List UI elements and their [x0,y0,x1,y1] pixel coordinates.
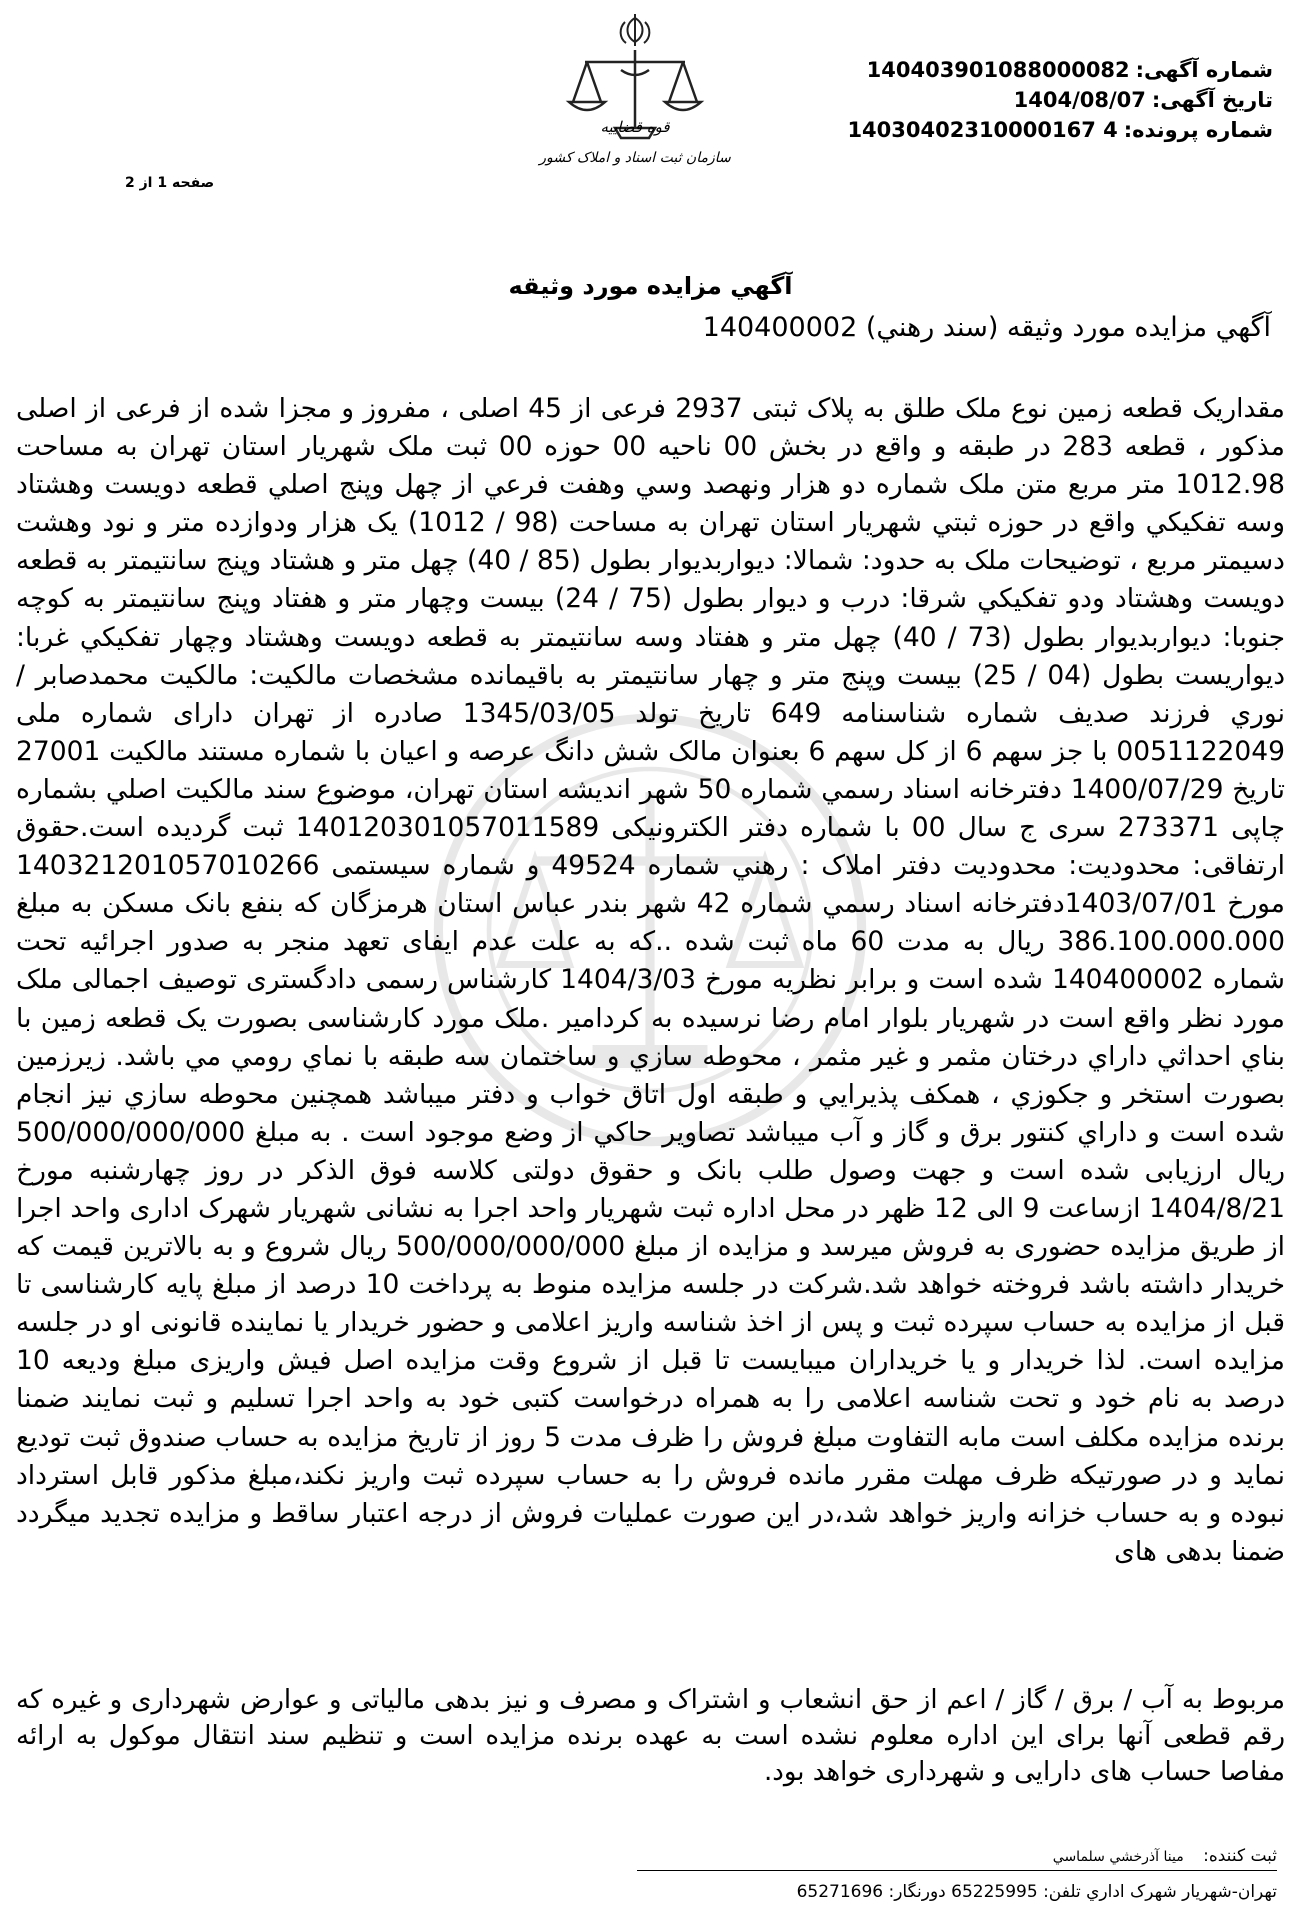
fax-number: 65271696 [796,1882,884,1902]
file-number-label: شماره پرونده: [1123,118,1273,142]
document-title: آگهي مزايده مورد وثيقه [508,272,793,300]
fax-label: دورنگار: [888,1882,946,1902]
address-row [797,1881,1277,1904]
notice-footer [797,1845,1277,1904]
notice-date: 1404/08/07 [1013,88,1146,112]
notice-date-row [753,85,1273,115]
page-number: صفحه 1 از 2 [125,175,215,191]
emblem-line-judiciary: قوه قضاییه [600,118,670,136]
registrar-row [797,1845,1277,1869]
notice-number-label: شماره آگهی: [1135,58,1273,82]
file-number-row [753,115,1273,145]
notice-number-row [753,55,1273,85]
notice-body-tail-text: مربوط به آب / برق / گاز / اعم از حق انشعاب و اشتراک و مصرف و نيز بدهی مالياتی و عوارض شهرداری و غيره که رقم قطعی آنها برای اين اداره معلوم نشده است به عهده برنده مزايده است و تنظيم سند انتقال موکول به ارائه مفاصا حساب های دارایی و شهرداری خواهد بود. [16,1685,1285,1787]
footer-divider [637,1870,1277,1871]
notice-number: 140403901088000082 [866,58,1130,82]
judiciary-scales-emblem-icon [525,10,745,160]
judiciary-emblem [525,10,745,215]
notice-body-text: مقداريک قطعه زمين نوع ملک طلق به پلاک ثبتی 2937 فرعی از 45 اصلی ، مفروز و مجزا شده از فرعی از اصلی مذکور ، قطعه 283 در طبقه و واقع در بخش 00 ناحيه 00 حوزه 00 ثبت ملک شهريار استان تهران به مساحت 1012.98 متر مربع متن ملک شماره دو هزار ونهصد وسي وهفت فرعي از چهل وپنج اصلي قطعه دويست وهشتاد وسه تفکيکي واقع در حوزه ثبتي شهريار استان تهران به مساحت (98 / 1012) يک هزار ودوازده متر و نود وهشت دسيمتر مربع ، توضيحات ملک به حدود: شمالا: ديواربديوار بطول (85 / 40) چهل متر و هشتاد وپنج سانتيمتر به قطعه دويست وهشتاد ودو تفکيکي شرقا: درب و ديوار بطول (75 / 24) بيست وچهار متر و هفتاد وپنج سانتيمتر به کوچه جنوبا: ديواربديوار بطول (73 / 40) چهل متر و هفتاد وسه سانتيمتر به قطعه دويست وهشتاد وچهار تفکيکي غربا: ديواريست بطول (04 / 25) بيست وپنج متر و چهار سانتيمتر به باقيمانده مشخصات مالکيت: مالکيت محمدصابر / نوري فرزند صديف شماره شناسنامه 649 تاريخ تولد 1345/03/05 صادره از تهران دارای شماره ملی 0051122049 با جز سهم 6 از کل سهم 6 بعنوان مالک شش دانگ عرصه و اعيان با شماره مستند مالکيت 27001 تاريخ 1400/07/29 دفترخانه اسناد رسمي شماره 50 شهر انديشه استان تهران، موضوع سند مالکيت اصلي بشماره چاپی 273371 سری ج سال 00 با شماره دفتر الکترونیکی 140120301057011589 ثبت گردیده است.حقوق ارتفاقی: محدوديت: محدوديت دفتر املاک : رهني شماره 49524 و شماره سيستمی 140321201057010266 مورخ 1403/07/01دفترخانه اسناد رسمي شماره 42 شهر بندر عباس استان هرمزگان که بنفع بانک مسکن به مبلغ 386.100.000.000 ريال به مدت 60 ماه ثبت شده ..که به علت عدم ايفای تعهد منجر به صدور اجرائيه تحت شماره 140400002 شده است و برابر نظريه مورخ 1404/3/03 کارشناس رسمی دادگستری توصيف اجمالی ملک مورد نظر واقع است در شهريار بلوار امام رضا نرسيده به کردامير .ملک مورد کارشناسی بصورت يک قطعه زمين با بناي احداثي داراي درختان مثمر و غير مثمر ، محوطه سازي و ساختمان سه طبقه با نماي رومي مي باشد. زيرزمين بصورت استخر و جکوزي ، همکف پذيرايي و طبقه اول اتاق خواب و دفتر ميباشد همچنين محوطه سازي نيز انجام شده است و داراي کنتور برق و گاز و آب ميباشد تصاوير حاکي از وضع موجود است . به مبلغ 500/000/000/000 ريال ارزيابی شده است و جهت وصول طلب بانک و حقوق دولتی کلاسه فوق الذکر در روز چهارشنبه مورخ 1404/8/21 ازساعت 9 الی 12 ظهر در محل اداره ثبت شهريار واحد اجرا به نشانی شهريار شهرک اداری واحد اجرا از طريق مزايده حضوری به فروش ميرسد و مزايده از مبلغ 500/000/000/000 ريال شروع و به بالاترين قيمت که خريدار داشته باشد فروخته خواهد شد.شرکت در جلسه مزايده منوط به پرداخت 10 درصد از مبلغ پايه کارشناسی تا قبل از مزايده به حساب سپرده ثبت و پس از اخذ شناسه واريز اعلامی و حضور خريدار يا نماينده قانونی او در جلسه مزايده است. لذا خريدار و يا خريداران ميبايست تا قبل از شروع وقت مزايده اصل فيش واريزی مبلغ وديعه 10 درصد به نام خود و تحت شناسه اعلامی را به همراه درخواست کتبی خود به واحد اجرا تسليم و ثبت نمايند ضمنا برنده مزايده مکلف است مابه التفاوت مبلغ فروش را ظرف مدت 5 روز از تاريخ مزايده به حساب صندوق ثبت توديع نمايد و در صورتيکه ظرف مهلت مقرر مانده فروش را به حساب سپرده ثبت واريز نکند،مبلغ مذکور قابل استرداد نبوده و به حساب خزانه واريز خواهد شد،در اين صورت عمليات فروش از درجه اعتبار ساقط و مزايده تجديد ميگردد ضمنا بدهی های [16,393,1286,1567]
emblem-line-registration-org: سازمان ثبت اسناد و املاک کشور [539,150,731,166]
registrar-label: ثبت کننده: [1203,1846,1277,1866]
phone-number: 65225995 [951,1882,1038,1902]
notice-date-label: تاریخ آگهی: [1151,88,1273,112]
registrar-name: مينا آذرخشي سلماسي [1052,1849,1184,1865]
address-label: تهران-شهريار شهرک اداري تلفن: [1043,1882,1277,1902]
document-subtitle: آگهي مزايده مورد وثيقه (سند رهني) 140400002 [702,312,1271,343]
file-number: 14030402310000167 4 [847,118,1118,142]
notice-header-meta [753,55,1273,145]
